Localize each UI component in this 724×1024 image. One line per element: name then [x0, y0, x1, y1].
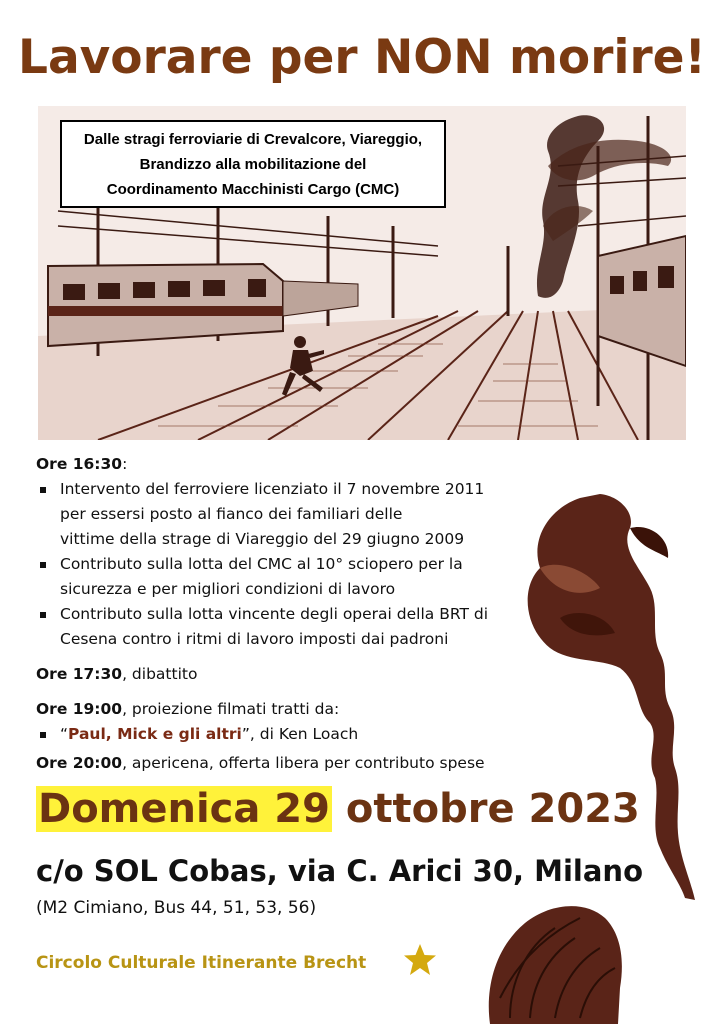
- event-venue: c/o SOL Cobas, via C. Arici 30, Milano: [36, 854, 643, 888]
- program-slot: [36, 452, 536, 477]
- caption-line: Coordinamento Macchinisti Cargo (CMC): [106, 181, 400, 198]
- slot-text: , dibattito: [122, 665, 198, 683]
- program-item-list: [36, 477, 536, 652]
- list-item-line: Contributo sulla lotta vincente degli operai della BRT di: [60, 605, 489, 623]
- head-illustration: [480, 888, 630, 1024]
- slot-time: Ore 20:00: [36, 754, 123, 772]
- list-item-line: per essersi posto al fianco dei familiari delle: [60, 505, 403, 523]
- list-item: [36, 477, 536, 552]
- film-credit: ”, di Ken Loach: [241, 725, 359, 743]
- caption-line: Brandizzo alla mobilitazione del: [139, 156, 367, 173]
- list-item: [36, 552, 536, 602]
- event-date: [36, 786, 640, 832]
- list-item-line: Intervento del ferroviere licenziato il 7 novembre 2011: [60, 480, 485, 498]
- poster-title: Lavorare per NON morire!: [18, 30, 706, 85]
- list-item: [36, 722, 536, 747]
- list-item-line: sicurezza e per migliori condizioni di lavoro: [60, 580, 396, 598]
- film-title: Paul, Mick e gli altri: [68, 725, 242, 743]
- slot-time: Ore 17:30: [36, 665, 123, 683]
- quote-open: “: [60, 725, 69, 743]
- star-icon: [402, 942, 438, 978]
- list-item-line: Contributo sulla lotta del CMC al 10° sciopero per la: [60, 555, 463, 573]
- slot-text: :: [122, 455, 128, 473]
- film-list: [36, 722, 536, 747]
- organizer-name: Circolo Culturale Itinerante Brecht: [36, 953, 367, 973]
- slot-time: Ore 16:30: [36, 455, 123, 473]
- slot-time: Ore 19:00: [36, 700, 123, 718]
- date-rest: ottobre 2023: [331, 786, 640, 832]
- list-item-line: Cesena contro i ritmi di lavoro imposti dai padroni: [60, 630, 449, 648]
- date-highlight: Domenica 29: [38, 786, 330, 832]
- program-slot: [36, 751, 536, 776]
- smoke-figure-illustration: [510, 488, 710, 908]
- illustration-caption: [60, 120, 446, 208]
- list-item: [36, 602, 536, 652]
- transit-info: (M2 Cimiano, Bus 44, 51, 53, 56): [36, 898, 317, 918]
- program-slot: [36, 697, 536, 722]
- slot-text: , proiezione filmati tratti da:: [122, 700, 340, 718]
- list-item-line: vittime della strage di Viareggio del 29 giugno 2009: [60, 530, 465, 548]
- slot-text: , apericena, offerta libera per contributo spese: [122, 754, 485, 772]
- event-program: [36, 452, 536, 776]
- caption-line: Dalle stragi ferroviarie di Crevalcore, Viareggio,: [83, 131, 423, 148]
- program-slot: [36, 662, 536, 687]
